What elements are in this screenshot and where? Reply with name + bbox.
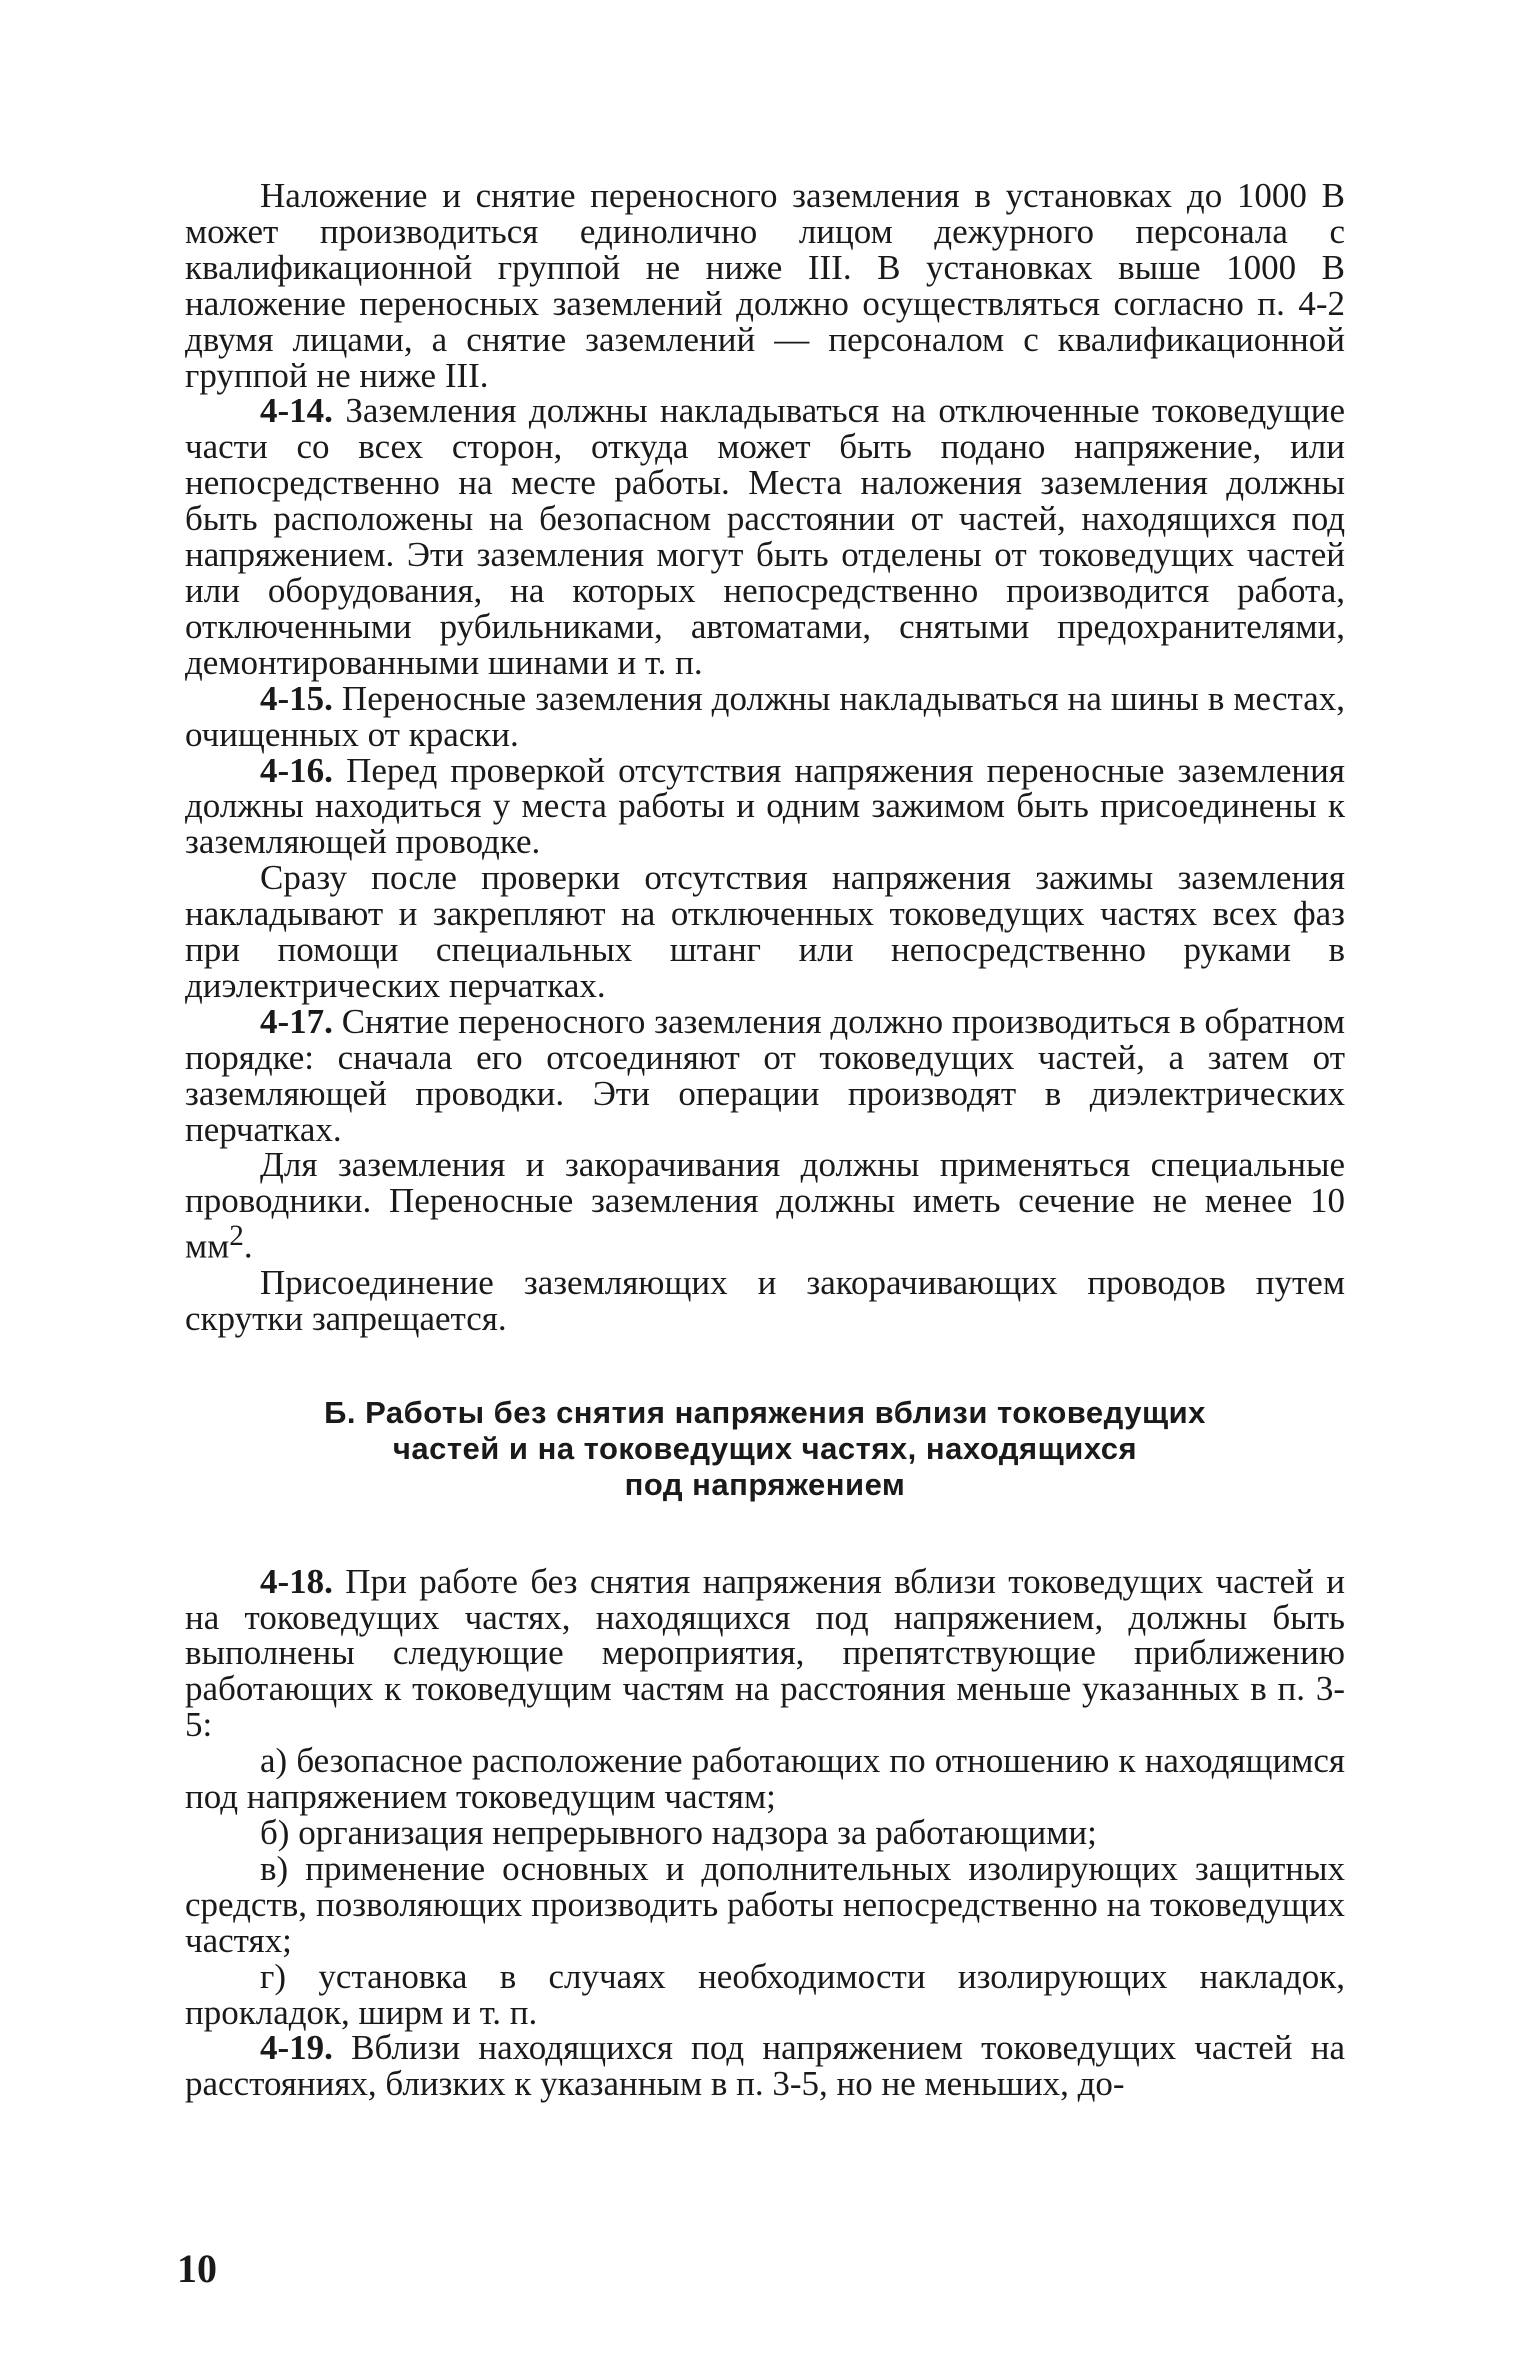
clause-4-18	[185, 1561, 1345, 1745]
clause-number: 4-18.	[260, 1561, 333, 1601]
list-item-text: г) установка в случаях необходимости изолирующих накладок, прокладок, ширм и т. п.	[185, 1956, 1345, 2032]
section-heading	[185, 1395, 1345, 1503]
paragraph-twisting	[185, 1262, 1345, 1338]
clause-number: 4-14.	[260, 391, 333, 431]
paragraph-text: Для заземления и закорачивания должны применяться специальные проводники. Переносные заземления должны иметь сечение не менее 10 мм	[185, 1145, 1345, 1266]
superscript-squared: 2	[229, 1220, 244, 1253]
clause-4-16	[185, 750, 1345, 862]
list-item-g	[185, 1956, 1345, 2032]
paragraph-text: Наложение и снятие переносного заземления в установках до 1000 В может производиться единолично лицом дежурного персонала с квалификационной группой не ниже III. В установках выше 1000 В наложение переносных заземлений должно осуществляться согласно п. 4-2 двумя лицами, а снятие заземлений — персоналом с квалификационной группой не ниже III.	[185, 176, 1345, 395]
clause-text: Заземления должны накладываться на отключенные токоведущие части со всех сторон, откуда может быть подано напряжение, или непосредственно на месте работы. Места наложения заземления должны быть расположены на безопасном расстоянии от частей, находящихся под напряжением. Эти заземления могут быть отделены от токоведущих частей или оборудования, на которых непосредственно производится работа, отключенными рубильниками, автоматами, снятыми предохранителями, демонтированными шинами и т. п.	[185, 391, 1345, 682]
paragraph-text-end: .	[243, 1226, 253, 1266]
list-item-a	[185, 1743, 1345, 1815]
clause-number: 4-16.	[260, 750, 333, 790]
list-item-text: б) организация непрерывного надзора за работающими;	[260, 1813, 1097, 1852]
clause-number: 4-17.	[260, 1001, 333, 1041]
clause-text: Вблизи находящихся под напряжением токоведущих частей на расстояниях, близких к указанным в п. 3-5, но не меньших, до-	[185, 2028, 1345, 2104]
list-item-v	[185, 1848, 1345, 1960]
clause-text: Перед проверкой отсутствия напряжения переносные заземления должны находиться у места работы и одним зажимом быть присоединены к заземляющей проводке.	[185, 750, 1345, 862]
paragraph-grounding-persons	[185, 178, 1345, 393]
clause-4-17	[185, 1001, 1345, 1149]
clause-4-15	[185, 678, 1345, 754]
section-heading-line-2: частей и на токоведущих частях, находящихся	[392, 1430, 1138, 1466]
page-number: 10	[177, 2246, 217, 2291]
paragraph-text: Присоединение заземляющих и закорачивающих проводов путем скрутки запрещается.	[185, 1262, 1345, 1338]
list-item-b	[185, 1815, 1345, 1851]
section-heading-line-3: под напряжением	[624, 1466, 906, 1502]
section-heading-line-1: Б. Работы без снятия напряжения вблизи токоведущих	[324, 1394, 1206, 1430]
clause-number: 4-15.	[260, 678, 333, 718]
clause-text: Снятие переносного заземления должно производиться в обратном порядке: сначала его отсоединяют от токоведущих частей, а затем от заземляющей проводки. Эти операции производят в диэлектрических перчатках.	[185, 1001, 1345, 1149]
document-page	[185, 178, 1345, 2102]
clause-number: 4-19.	[260, 2028, 333, 2068]
clause-4-19	[185, 2030, 1345, 2102]
paragraph-text: Сразу после проверки отсутствия напряжения зажимы заземления накладывают и закрепляют на отключенных токоведущих частях всех фаз при помощи специальных штанг или непосредственно руками в диэлектрических перчатках.	[185, 858, 1345, 1005]
clause-text: Переносные заземления должны накладываться на шины в местах, очищенных от краски.	[185, 678, 1345, 754]
list-item-text: а) безопасное расположение работающих по отношению к находящимся под напряжением токоведущим частям;	[185, 1741, 1345, 1817]
paragraph-clamps	[185, 860, 1345, 1004]
clause-4-14	[185, 393, 1345, 680]
paragraph-conductors	[185, 1147, 1345, 1264]
list-item-text: в) применение основных и дополнительных изолирующих защитных средств, позволяющих производить работы непосредственно на токоведущих частях;	[185, 1848, 1345, 1960]
clause-text: При работе без снятия напряжения вблизи токоведущих частей и на токоведущих частях, находящихся под напряжением, должны быть выполнены следующие мероприятия, препятствующие приближению работающих к токоведущим частям на расстояния меньше указанных в п. 3-5:	[185, 1561, 1345, 1745]
